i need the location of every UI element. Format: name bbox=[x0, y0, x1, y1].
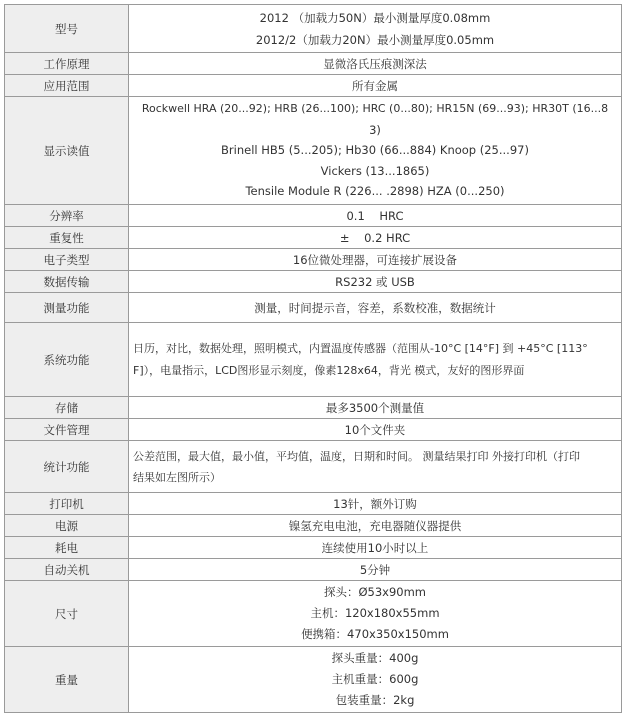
value-line: 公差范围，最大值，最小值，平均值，温度，日期和时间。 测量结果打印 外接打印机（打印 bbox=[133, 449, 580, 463]
table-row bbox=[5, 493, 622, 515]
row-value bbox=[129, 397, 622, 419]
row-label: 电子类型 bbox=[5, 249, 129, 271]
row-value bbox=[129, 559, 622, 581]
row-label: 重量 bbox=[5, 647, 129, 713]
value-line: 便携箱：470x350x150mm bbox=[301, 627, 449, 641]
row-value bbox=[129, 53, 622, 75]
value-line: ± 0.2 HRC bbox=[339, 230, 411, 245]
row-label: 测量功能 bbox=[5, 293, 129, 323]
spec-table bbox=[4, 4, 622, 713]
row-value bbox=[129, 249, 622, 271]
row-label: 存储 bbox=[5, 397, 129, 419]
table-row bbox=[5, 581, 622, 647]
row-value bbox=[129, 441, 622, 493]
table-row bbox=[5, 537, 622, 559]
row-value bbox=[129, 205, 622, 227]
row-value bbox=[129, 537, 622, 559]
value-line: 镍氢充电电池，充电器随仪器提供 bbox=[288, 518, 462, 533]
value-line: 3) bbox=[369, 122, 381, 137]
table-row bbox=[5, 647, 622, 713]
table-row bbox=[5, 441, 622, 493]
table-row bbox=[5, 271, 622, 293]
value-line: 16位微处理器，可连接扩展设备 bbox=[292, 252, 458, 267]
row-label: 自动关机 bbox=[5, 559, 129, 581]
value-line: 探头：Ø53x90mm bbox=[323, 585, 427, 599]
table-row bbox=[5, 515, 622, 537]
row-value bbox=[129, 515, 622, 537]
table-row bbox=[5, 5, 622, 53]
table-row bbox=[5, 205, 622, 227]
table-row bbox=[5, 75, 622, 97]
value-line: Rockwell HRA (20...92); HRB (26...100); HRC (0...80); HR15N (69...93); HR30T (16...8 bbox=[141, 102, 609, 116]
value-line: Vickers (13...1865) bbox=[320, 163, 430, 178]
row-label: 显示读值 bbox=[5, 97, 129, 205]
value-line: 13针，额外订购 bbox=[333, 496, 417, 511]
row-value bbox=[129, 581, 622, 647]
value-line: 显微洛氏压痕测深法 bbox=[323, 56, 427, 71]
row-value bbox=[129, 271, 622, 293]
row-label: 数据传输 bbox=[5, 271, 129, 293]
value-line: 结果如左图所示） bbox=[133, 470, 221, 484]
row-value bbox=[129, 97, 622, 205]
row-value bbox=[129, 5, 622, 53]
row-value bbox=[129, 323, 622, 397]
value-line: 10个文件夹 bbox=[344, 422, 406, 437]
table-row bbox=[5, 559, 622, 581]
value-line: Tensile Module R (226... .2898) HZA (0...250) bbox=[245, 184, 505, 199]
table-row bbox=[5, 397, 622, 419]
row-label: 电源 bbox=[5, 515, 129, 537]
value-line: 2012 （加载力50N）最小测量厚度0.08mm bbox=[259, 10, 491, 25]
table-row bbox=[5, 97, 622, 205]
row-value bbox=[129, 75, 622, 97]
row-label: 型号 bbox=[5, 5, 129, 53]
value-line: 5分钟 bbox=[359, 562, 391, 577]
table-row bbox=[5, 419, 622, 441]
value-line: 2012/2（加载力20N）最小测量厚度0.05mm bbox=[255, 32, 495, 47]
table-row bbox=[5, 293, 622, 323]
value-line: 所有金属 bbox=[352, 78, 398, 93]
value-line: 最多3500个测量值 bbox=[325, 400, 425, 415]
row-label: 文件管理 bbox=[5, 419, 129, 441]
value-line: 日历，对比，数据处理，照明模式，内置温度传感器（范围从-10°C [14°F] 到 +45°C [113° bbox=[133, 341, 588, 355]
row-label: 系统功能 bbox=[5, 323, 129, 397]
value-line: F]），电量指示，LCD图形显示刻度，像素128x64，背光 模式，友好的图形界面 bbox=[133, 363, 525, 377]
row-label: 尺寸 bbox=[5, 581, 129, 647]
table-row bbox=[5, 227, 622, 249]
row-label: 统计功能 bbox=[5, 441, 129, 493]
value-line: 0.1 HRC bbox=[346, 208, 404, 223]
row-value bbox=[129, 493, 622, 515]
row-value bbox=[129, 647, 622, 713]
value-line: 主机：120x180x55mm bbox=[310, 606, 440, 620]
row-label: 耗电 bbox=[5, 537, 129, 559]
table-row bbox=[5, 249, 622, 271]
value-line: 主机重量：600g bbox=[331, 672, 419, 686]
value-line: 探头重量：400g bbox=[331, 651, 419, 665]
value-line: 包装重量：2kg bbox=[335, 693, 415, 707]
row-value bbox=[129, 227, 622, 249]
row-label: 应用范围 bbox=[5, 75, 129, 97]
row-label: 重复性 bbox=[5, 227, 129, 249]
value-line: RS232 或 USB bbox=[335, 274, 415, 289]
value-line: 连续使用10小时以上 bbox=[321, 540, 429, 555]
value-line: 测量，时间提示音，容差，系数校准，数据统计 bbox=[254, 300, 496, 315]
row-value bbox=[129, 293, 622, 323]
table-row bbox=[5, 53, 622, 75]
row-value bbox=[129, 419, 622, 441]
row-label: 分辨率 bbox=[5, 205, 129, 227]
row-label: 打印机 bbox=[5, 493, 129, 515]
row-label: 工作原理 bbox=[5, 53, 129, 75]
table-row bbox=[5, 323, 622, 397]
value-line: Brinell HB5 (5...205); Hb30 (66...884) Knoop (25...97) bbox=[221, 143, 529, 158]
